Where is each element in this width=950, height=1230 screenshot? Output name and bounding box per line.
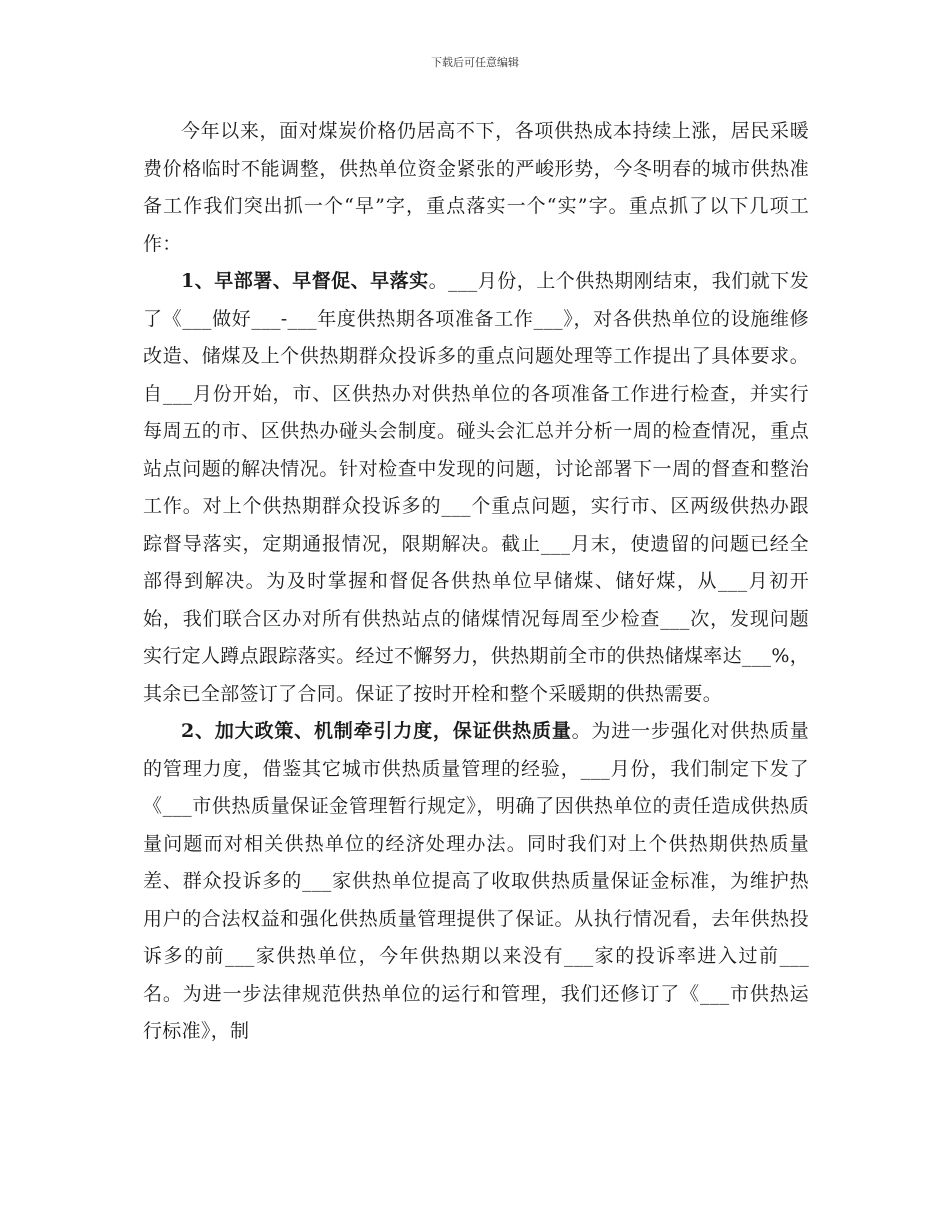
- section-1-heading: 1、早部署、早督促、早落实: [181, 270, 429, 292]
- section-1-paragraph: [143, 263, 809, 713]
- section-2-heading: 2、加大政策、机制牵引力度，保证供热质量: [181, 720, 572, 742]
- section-1-text: 。___月份，上个供热期刚结束，我们就下发了《___做好___-___年度供热期各项准备工作___》，对各供热单位的设施维修改造、储煤及上个供热期群众投诉多的重点问题处理等工作提出了具体要求。自___月份开始，市、区供热办对供热单位的各项准备工作进行检查，并实行每周五的市、区供热办碰头会制度。碰头会汇总并分析一周的检查情况，重点站点问题的解决情况。针对检查中发现的问题，讨论部署下一周的督查和整治工作。对上个供热期群众投诉多的___个重点问题，实行市、区两级供热办跟踪督导落实，定期通报情况，限期解决。截止___月末，使遗留的问题已经全部得到解决。为及时掌握和督促各供热单位早储煤、储好煤，从___月初开始，我们联合区办对所有供热站点的储煤情况每周至少检查___次，发现问题实行定人蹲点跟踪落实。经过不懈努力，供热期前全市的供热储煤率达___%，其余已全部签订了合同。保证了按时开栓和整个采暖期的供热需要。: [143, 270, 809, 705]
- document-body: [143, 113, 809, 1051]
- intro-paragraph: [143, 113, 809, 263]
- section-2-paragraph: [143, 713, 809, 1051]
- page-header-note: 下载后可任意编辑: [431, 56, 519, 69]
- intro-text: 今年以来，面对煤炭价格仍居高不下，各项供热成本持续上涨，居民采暖费价格临时不能调整，供热单位资金紧张的严峻形势，今冬明春的城市供热准备工作我们突出抓一个“早”字，重点落实一个“实”字。重点抓了以下几项工作：: [143, 120, 809, 255]
- section-2-text: 。为进一步强化对供热质量的管理力度，借鉴其它城市供热质量管理的经验，___月份，我们制定下发了《___市供热质量保证金管理暂行规定》，明确了因供热单位的责任造成供热质量问题而对相关供热单位的经济处理办法。同时我们对上个供热期供热质量差、群众投诉多的___家供热单位提高了收取供热质量保证金标准，为维护热用户的合法权益和强化供热质量管理提供了保证。从执行情况看，去年供热投诉多的前___家供热单位，今年供热期以来没有___家的投诉率进入过前___名。为进一步法律规范供热单位的运行和管理，我们还修订了《___市供热运行标准》，制: [143, 720, 809, 1042]
